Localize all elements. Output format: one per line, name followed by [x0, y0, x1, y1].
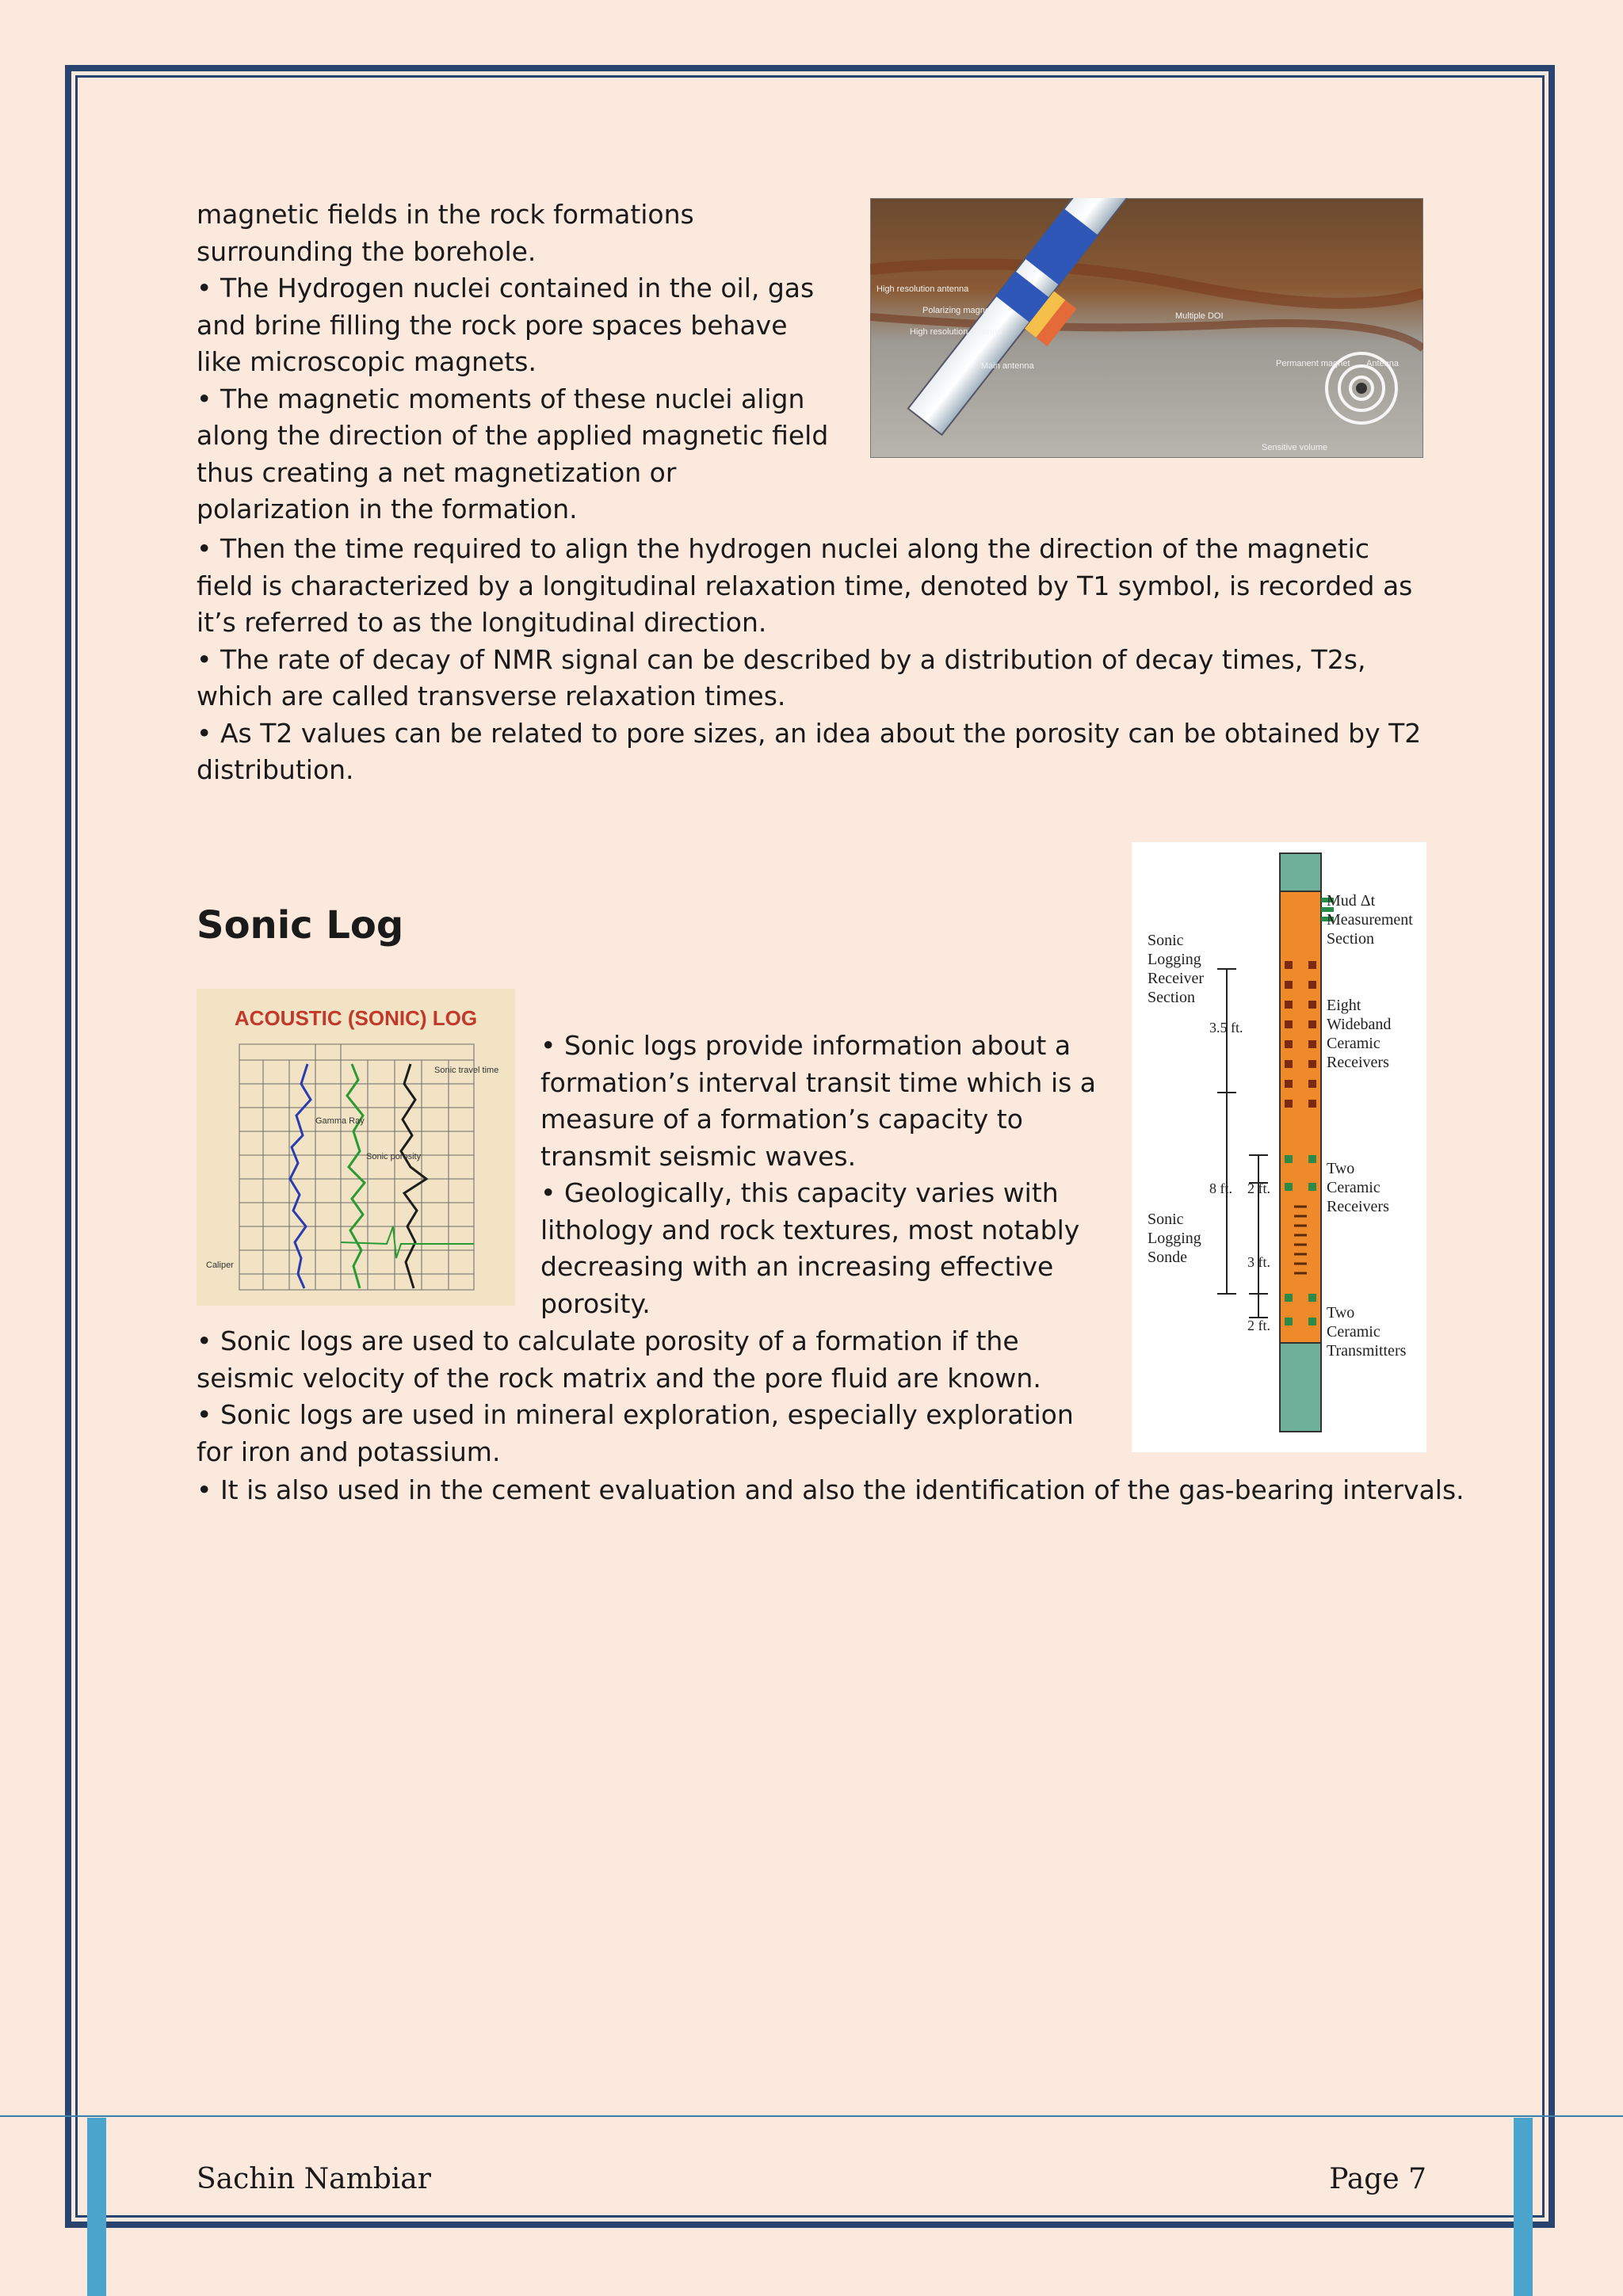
tool-dimension-3-5ft: 3.5 ft. — [1209, 1020, 1243, 1035]
tool-label-ceramic-transmitters: Ceramic — [1327, 1323, 1381, 1341]
nmr-bullet-hydrogen: • The Hydrogen nuclei contained in the oil, gas and brine filling the rock pore spaces behave like microscopic magnets. — [197, 273, 815, 377]
sonic-bullet-porosity-calc: • Sonic logs are used to calculate porosity of a formation if the seismic velocity of the rock matrix and the pore fluid are known. — [197, 1325, 1041, 1394]
nmr-bullet-t1: • Then the time required to align the hydrogen nuclei along the direction of the magnetic field is characterized by a longitudinal relaxation time, denoted by T1 symbol, is recorded as it’s referred to as the longitudinal direction. — [197, 533, 1413, 638]
tool-label-receivers: Receivers — [1327, 1054, 1389, 1071]
tool-label-receiver-section: Section — [1148, 989, 1195, 1006]
sonic-bullet-cement-evaluation: • It is also used in the cement evaluation and also the identification of the gas-bearing intervals. — [197, 1474, 1465, 1505]
tool-label-sonic: Sonic — [1148, 932, 1184, 949]
tool-label-section: Section — [1327, 930, 1374, 948]
nmr-label-hr-antenna: High resolution antenna — [876, 284, 969, 294]
tool-label-sonde: Sonde — [1148, 1249, 1187, 1266]
tool-label-receivers-2: Receivers — [1327, 1198, 1389, 1215]
nmr-bullet-t2-decay: • The rate of decay of NMR signal can be described by a distribution of decay times, T2s, which are called transverse relaxation times. — [197, 643, 1366, 711]
tool-label-measurement: Measurement — [1327, 911, 1413, 929]
acoustic-log-label-sonic-travel-time: Sonic travel time — [434, 1066, 499, 1075]
tool-label-ceramic-receivers: Ceramic — [1327, 1179, 1381, 1196]
nmr-text-wrapped — [197, 196, 831, 528]
nmr-bullet-t2-porosity: • As T2 values can be related to pore sizes, an idea about the porosity can be obtained by T2 distribution. — [197, 717, 1422, 785]
tool-dimension-3ft: 3 ft. — [1247, 1254, 1270, 1270]
sonic-bullet-mineral-exploration: • Sonic logs are used in mineral exploration, especially exploration for iron and potassium. — [197, 1399, 1074, 1467]
tool-dimension-8ft: 8 ft. — [1209, 1180, 1232, 1196]
tool-label-two-transmitters: Two — [1327, 1304, 1355, 1322]
nmr-text-full — [197, 531, 1433, 789]
tool-dimension-2ft-b: 2 ft. — [1247, 1318, 1270, 1333]
acoustic-log-label-sonic-porosity: Sonic porosity — [366, 1152, 422, 1161]
acoustic-log-label-gamma-ray: Gamma Ray — [315, 1116, 365, 1126]
tool-label-logging: Logging — [1148, 951, 1201, 968]
nmr-label-sensitive-volume: Sensitive volume — [1262, 443, 1328, 452]
nmr-label-hr-antenna-2: High resolution antenna — [910, 327, 1002, 337]
tool-label-wideband: Wideband — [1327, 1016, 1392, 1033]
nmr-label-permanent-magnet: Permanent magnet — [1276, 359, 1350, 368]
nmr-label-main-antenna: Main antenna — [981, 361, 1034, 371]
nmr-label-multiple-doi: Multiple DOI — [1175, 311, 1224, 321]
section-heading-sonic-log: Sonic Log — [197, 903, 404, 948]
sonic-text-lower — [197, 1323, 1116, 1470]
footer-bar-right — [1514, 2118, 1533, 2296]
acoustic-log-title: ACOUSTIC (SONIC) LOG — [234, 1006, 478, 1030]
footer-rule — [0, 2115, 1623, 2117]
tool-label-eight: Eight — [1327, 997, 1361, 1014]
acoustic-log-figure — [197, 989, 515, 1309]
tool-label-two-receivers: Two — [1327, 1160, 1355, 1177]
tool-label-sonde-sonic: Sonic — [1148, 1211, 1184, 1228]
footer-bar-left — [87, 2118, 106, 2296]
tool-dimension-2ft-a: 2 ft. — [1247, 1180, 1270, 1196]
tool-label-ceramic: Ceramic — [1327, 1035, 1381, 1052]
nmr-paragraph-1: magnetic fields in the rock formations surrounding the borehole. — [197, 199, 694, 267]
footer-page-number: Page 7 — [1329, 2163, 1426, 2195]
nmr-bullet-magnetic-moments: • The magnetic moments of these nuclei align along the direction of the applied magnetic field thus creating a net magnetization or polarization in the formation. — [197, 383, 829, 524]
tool-label-receiver: Receiver — [1148, 970, 1205, 987]
footer-author: Sachin Nambiar — [197, 2163, 431, 2195]
sonic-text-full — [197, 1472, 1465, 1509]
nmr-label-antenna: Antenna — [1366, 359, 1399, 368]
tool-label-transmitters: Transmitters — [1327, 1342, 1407, 1360]
nmr-tool-figure — [870, 198, 1423, 461]
sonic-bullet-geology: • Geologically, this capacity varies with lithology and rock textures, most notably decreasing with an increasing effective porosity. — [540, 1177, 1080, 1319]
sonic-tool-diagram — [1132, 842, 1426, 1455]
tool-label-mud-dt: Mud Δt — [1327, 892, 1376, 910]
sonic-bullet-transit-time: • Sonic logs provide information about a formation’s interval transit time which is a measure of a formation’s capacity to transmit seismic waves. — [540, 1030, 1097, 1172]
sonic-text-wrapped — [540, 1028, 1111, 1322]
acoustic-log-label-caliper: Caliper — [206, 1261, 234, 1270]
nmr-label-polarizing-magnet: Polarizing magnet — [922, 306, 993, 315]
tool-label-sonde-logging: Logging — [1148, 1230, 1201, 1247]
